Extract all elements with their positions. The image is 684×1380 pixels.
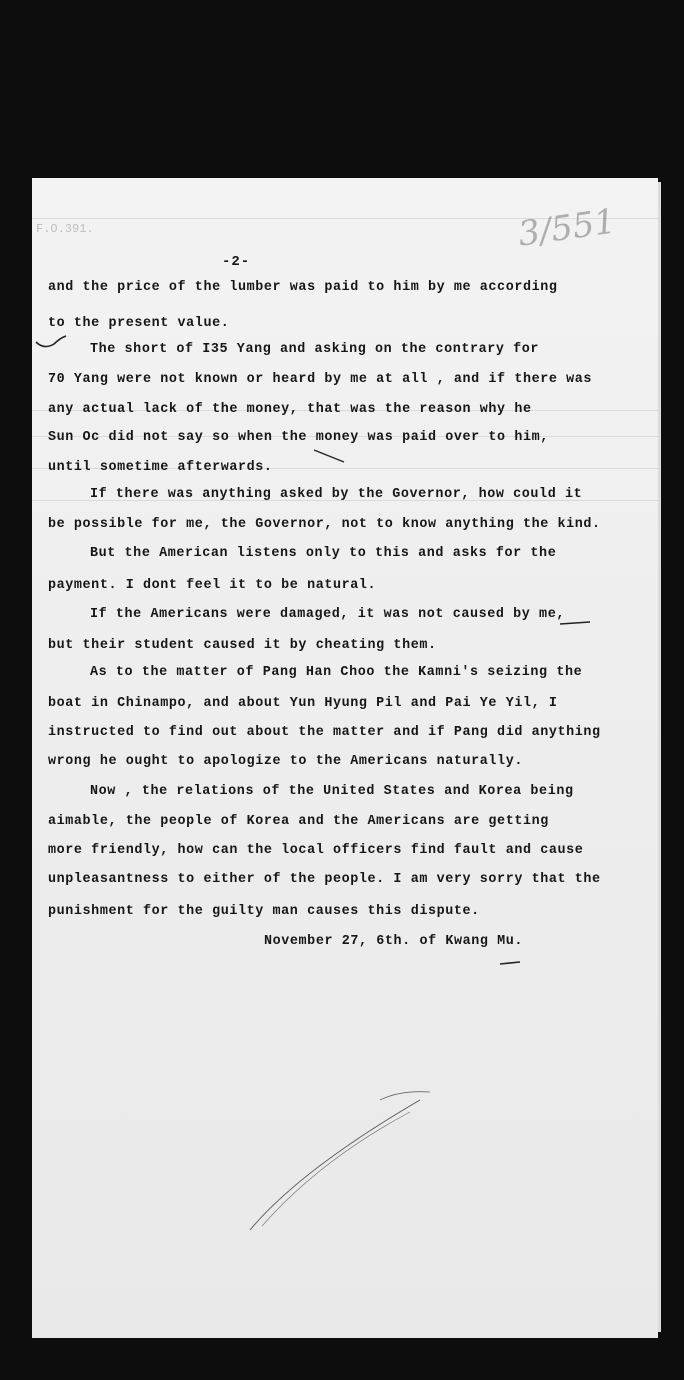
body-line: aimable, the people of Korea and the Americans are getting [48, 814, 549, 829]
reference-mark: F.O.391. [36, 222, 94, 236]
body-line: 70 Yang were not known or heard by me at all , and if there was [48, 372, 593, 387]
handwritten-page-annotation: 3/551 [515, 201, 619, 255]
body-line: Now , the relations of the United States and Korea being [90, 784, 574, 799]
body-line: more friendly, how can the local officers find fault and cause [48, 843, 584, 858]
body-line: As to the matter of Pang Han Choo the Kamni's seizing the [90, 665, 583, 680]
body-line: be possible for me, the Governor, not to know anything the kind. [48, 517, 601, 532]
body-line: instructed to find out about the matter and if Pang did anything [48, 725, 601, 740]
body-line: wrong he ought to apologize to the Americans naturally. [48, 754, 523, 769]
body-line: But the American listens only to this and asks for the [90, 546, 557, 561]
body-line: punishment for the guilty man causes this dispute. [48, 904, 480, 919]
body-line: If the Americans were damaged, it was not caused by me, [90, 607, 565, 622]
body-line: If there was anything asked by the Governor, how could it [90, 487, 583, 502]
date-line: November 27, 6th. of Kwang Mu. [264, 934, 524, 949]
body-line: boat in Chinampo, and about Yun Hyung Pil and Pai Ye Yil, I [48, 696, 558, 711]
body-line: The short of I35 Yang and asking on the contrary for [90, 342, 540, 357]
body-line: Sun Oc did not say so when the money was paid over to him, [48, 430, 549, 445]
body-line: to the present value. [48, 316, 230, 331]
body-line: payment. I dont feel it to be natural. [48, 578, 377, 593]
body-line: but their student caused it by cheating them. [48, 638, 437, 653]
body-line: any actual lack of the money, that was the reason why he [48, 402, 532, 417]
body-line: and the price of the lumber was paid to him by me according [48, 280, 558, 295]
body-line: unpleasantness to either of the people. I am very sorry that the [48, 872, 601, 887]
page-number: -2- [222, 254, 251, 270]
body-line: until sometime afterwards. [48, 460, 273, 475]
